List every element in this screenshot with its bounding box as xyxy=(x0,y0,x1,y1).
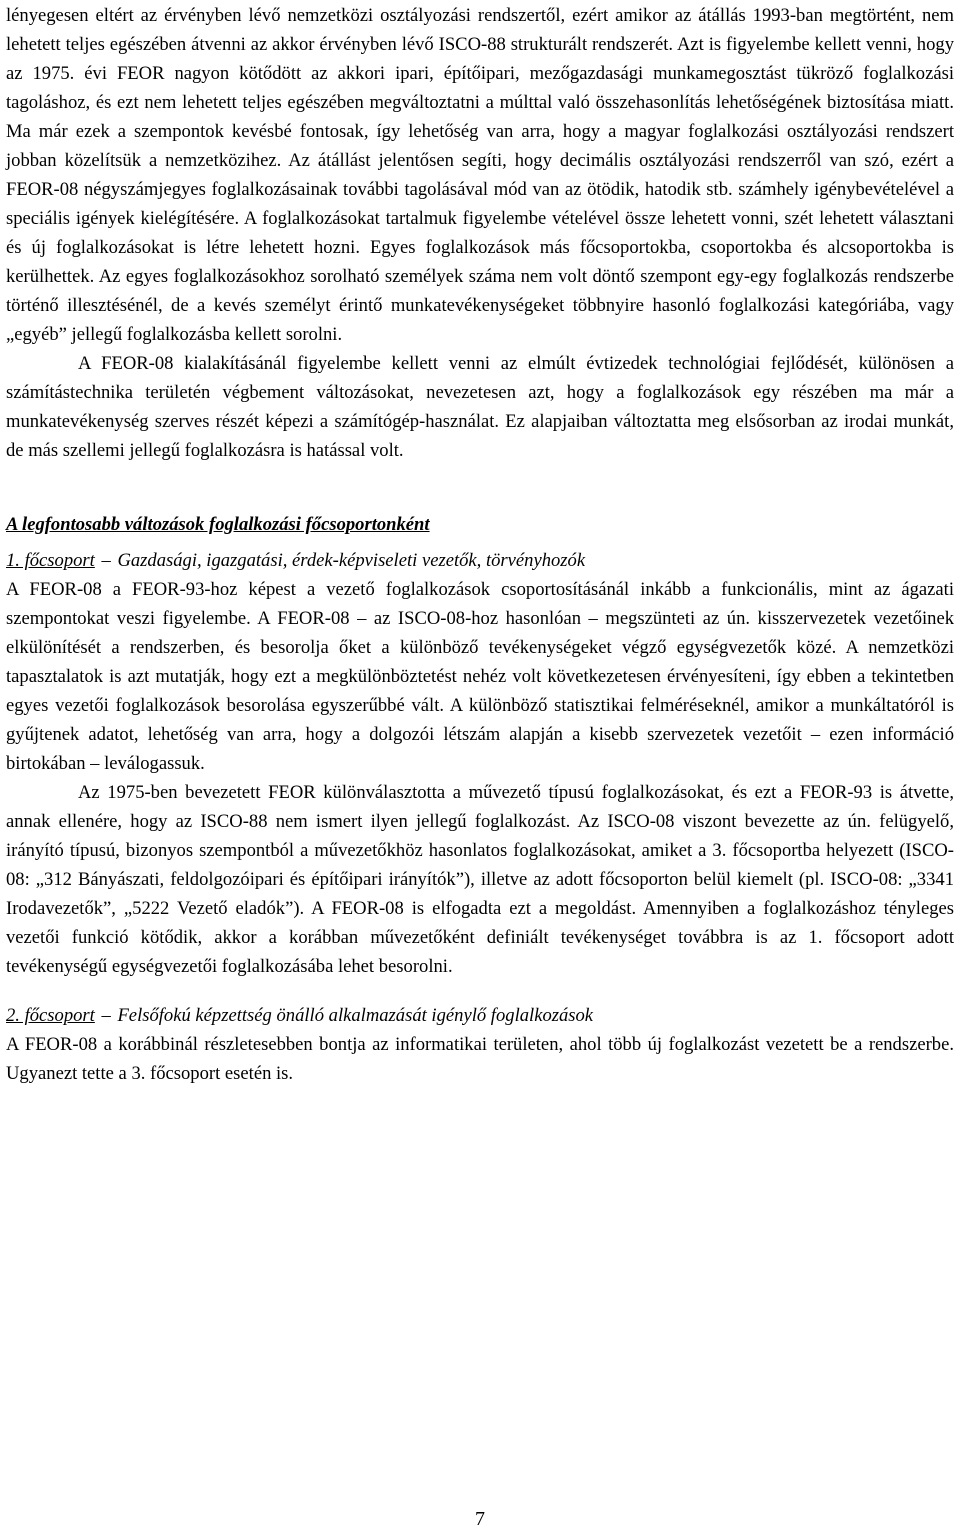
group-1-paragraph-1: A FEOR-08 a FEOR-93-hoz képest a vezető foglalkozások csoportosításánál inkább a funkcionális, mint az ágazati szempontokat veszi figyelembe. A FEOR-08 – az ISCO-08-hoz hasonlóan – megszünteti az ún. kisszervezetek vezetőinek elkülönítését a rendszerben, és besorolja őket a különböző tevékenységeket végző egységvezetők közé. A nemzetközi tapasztalatok is azt mutatják, hogy ezt a megkülönböztetést nehéz volt következetesen érvényesíteni, így ebben a tekintetben egyes vezetői foglalkozások besorolása egyszerűbbé vált. A különböző statisztikai felméréseknél, amikor a munkáltatóról is gyűjtenek adatot, lehetőség van arra, hogy a dolgozói létszám alapján a kisebb szervezetek vezetőit – ezen információ birtokában – leválogassuk. xyxy=(6,579,954,774)
section-spacer xyxy=(6,465,954,510)
group-title-2: Felsőfokú képzettség önálló alkalmazását igénylő foglalkozások xyxy=(117,1005,594,1026)
group-heading-1 xyxy=(6,546,954,575)
group-number-1: 1. főcsoport xyxy=(6,550,95,571)
intro-paragraph: lényegesen eltért az érvényben lévő nemzetközi osztályozási rendszertől, ezért amikor az átállás 1993-ban megtörtént, nem lehetett teljes egészében átvenni az akkor érvényben lévő ISCO-88 strukturált rendszerét. Azt is figyelembe kellett venni, hogy az 1975. évi FEOR nagyon kötődött az akkori ipari, építőipari, mezőgazdasági munkamegosztást tükröző foglalkozási tagoláshoz, és ezt nem lehetett teljes egészében megváltoztatni a múlttal való összehasonlítás lehetőségének biztosítása miatt. Ma már ezek a szempontok kevésbé fontosak, így lehetőség van arra, hogy a magyar foglalkozási osztályozási rendszert jobban közelítsük a nemzetközihez. Az átállást jelentősen segíti, hogy decimális osztályozási rendszerről van szó, ezért a FEOR-08 négyszámjegyes foglalkozásainak további tagolásával mód van az ötödik, hatodik stb. számhely igénybevételével a speciális igények kielégítésére. A foglalkozásokat tartalmuk figyelembe vételével össze lehetett vonni, szét lehetett választani és új foglalkozásokat is létre lehetett hozni. Egyes foglalkozások más főcsoportokba, csoportokba és alcsoportokba is kerülhettek. Az egyes foglalkozásokhoz sorolható személyek száma nem volt döntő szempont egy-egy foglalkozás rendszerbe történő illesztésénél, de a kevés személyt érintő munkatevékenységeket többnyire hasonló foglalkozási kategóriába, vagy „egyéb” jellegű foglalkozásba kellett sorolni. xyxy=(6,5,954,345)
section-title: A legfontosabb változások foglalkozási főcsoportonként xyxy=(6,514,430,535)
group-heading-2 xyxy=(6,1001,954,1030)
group-dash-2: – xyxy=(101,1005,111,1026)
group-1-paragraph-2: Az 1975-ben bevezetett FEOR különválasztotta a művezető típusú foglalkozásokat, és ezt a FEOR-93 is átvette, annak ellenére, hogy az ISCO-88 nem ismert ilyen jellegű foglalkozást. Az ISCO-08 viszont bevezette az ún. felügyelő, irányító típusú, bizonyos szempontból a művezetőkhöz hasonlatos foglalkozásokat, amiket a 3. főcsoportba helyezett (ISCO-08: „312 Bányászati, feldolgozóipari és építőipari irányítók”), illetve az adott főcsoporton belül kiemelt (pl. ISCO-08: „3341 Irodavezetők”, „5222 Vezető eladók”). A FEOR-08 is elfogadta ezt a megoldást. Amennyiben a foglalkozáshoz tényleges vezetői funkció kötődik, akkor a korábban művezetőként definiált tevékenységet továbbra is az 1. főcsoport adott tevékenységű egységvezetői foglalkozásába lehet besorolni. xyxy=(6,782,954,977)
group-1 xyxy=(6,546,954,981)
group-2 xyxy=(6,1001,954,1088)
group-2-paragraph-1: A FEOR-08 a korábbinál részletesebben bontja az informatikai területen, ahol több új foglalkozást vezetett be a rendszerbe. Ugyanezt tette a 3. főcsoport esetén is. xyxy=(6,1034,954,1084)
group-title-1: Gazdasági, igazgatási, érdek-képviseleti vezetők, törvényhozók xyxy=(117,550,586,571)
group-dash-1: – xyxy=(101,550,111,571)
group-spacer xyxy=(6,981,954,993)
document-page xyxy=(6,0,954,1088)
page-number: 7 xyxy=(475,1508,485,1530)
group-number-2: 2. főcsoport xyxy=(6,1005,95,1026)
technology-paragraph: A FEOR-08 kialakításánál figyelembe kellett venni az elmúlt évtizedek technológiai fejlődését, különösen a számítástechnika területén végbement változásokat, nevezetesen azt, hogy a foglalkozások egy részében ma már a munkatevékenység szerves részét képezi a számítógép-használat. Ez alapjaiban változtatta meg elsősorban az irodai munkát, de más szellemi jellegű foglalkozásra is hatással volt. xyxy=(6,353,954,461)
